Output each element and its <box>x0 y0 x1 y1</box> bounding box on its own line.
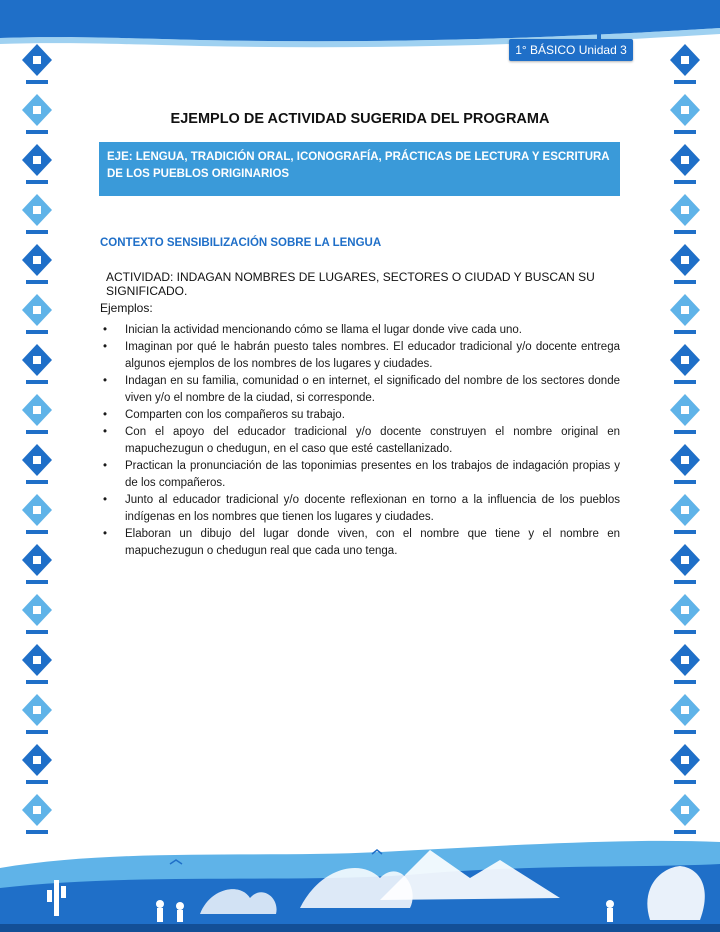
list-item <box>100 526 620 560</box>
pattern-motif <box>22 244 52 284</box>
unit-tab: 1° BÁSICO Unidad 3 <box>509 39 633 61</box>
pattern-motif <box>22 44 52 84</box>
list-item <box>100 458 620 492</box>
activity-bullet-list <box>100 322 620 560</box>
list-item-text: Indagan en su familia, comunidad o en internet, el significado del nombre de los sectores donde viven y/o el nombre de la ciudad, si corresponde. <box>125 375 620 404</box>
list-item-text: Junto al educador tradicional y/o docente reflexionan en torno a la influencia de los pueblos indígenas en los nombres que tienen los lugares y ciudades. <box>125 494 620 523</box>
right-decorative-border <box>664 40 706 840</box>
pattern-motif <box>22 594 52 634</box>
bullet-icon: • <box>103 324 108 336</box>
list-item <box>100 407 620 424</box>
list-item-text: Practican la pronunciación de las toponimias presentes en los trabajos de indagación propias y de los compañeros. <box>125 460 620 489</box>
list-item-text: Comparten con los compañeros su trabajo. <box>125 409 345 421</box>
pattern-motif <box>670 44 700 84</box>
bullet-icon: • <box>103 426 108 438</box>
pattern-motif <box>670 244 700 284</box>
list-item <box>100 322 620 339</box>
pattern-motif <box>670 344 700 384</box>
bullet-icon: • <box>103 494 108 506</box>
pattern-motif <box>670 394 700 434</box>
bullet-icon: • <box>103 375 108 387</box>
bullet-icon: • <box>103 341 108 353</box>
unit-tab-stub <box>597 22 601 39</box>
list-item-text: Elaboran un dibujo del lugar donde viven, con el nombre que tiene y el nombre en mapuchezugun o chedugun real que cada uno tenga. <box>125 528 620 557</box>
list-item-text: Inician la actividad mencionando cómo se llama el lugar donde vive cada uno. <box>125 324 522 336</box>
pattern-motif <box>22 694 52 734</box>
list-item <box>100 424 620 458</box>
pattern-motif <box>670 294 700 334</box>
pattern-motif <box>670 144 700 184</box>
list-item <box>100 492 620 526</box>
pattern-motif <box>670 444 700 484</box>
pattern-motif <box>670 694 700 734</box>
pattern-motif <box>22 194 52 234</box>
pattern-motif <box>22 344 52 384</box>
pattern-motif <box>22 494 52 534</box>
eje-text: EJE: LENGUA, TRADICIÓN ORAL, ICONOGRAFÍA, PRÁCTICAS DE LECTURA Y ESCRITURA DE LOS PUEBLOS ORIGINARIOS <box>107 151 610 180</box>
pattern-motif <box>22 744 52 784</box>
pattern-motif <box>22 444 52 484</box>
context-heading: CONTEXTO SENSIBILIZACIÓN SOBRE LA LENGUA <box>100 237 382 249</box>
pattern-motif <box>670 544 700 584</box>
list-item <box>100 339 620 373</box>
list-item <box>100 373 620 407</box>
activity-line: ACTIVIDAD: INDAGAN NOMBRES DE LUGARES, SECTORES O CIUDAD Y BUSCAN SU SIGNIFICADO. <box>106 270 595 298</box>
bullet-icon: • <box>103 460 108 472</box>
pattern-motif <box>670 494 700 534</box>
pattern-motif <box>670 194 700 234</box>
pattern-motif <box>22 394 52 434</box>
bullet-icon: • <box>103 409 108 421</box>
bullet-icon: • <box>103 528 108 540</box>
page-title: EJEMPLO DE ACTIVIDAD SUGERIDA DEL PROGRAMA <box>170 111 550 127</box>
list-item-text: Con el apoyo del educador tradicional y/o docente construyen el nombre original en mapuchezugun o chedugun, en el caso que esté castellanizado. <box>125 426 620 455</box>
pattern-motif <box>22 644 52 684</box>
list-item-text: Imaginan por qué le habrán puesto tales nombres. El educador tradicional y/o docente entrega algunos ejemplos de los nombres de los lugares y ciudades. <box>125 341 620 370</box>
pattern-motif <box>22 144 52 184</box>
pattern-motif <box>22 94 52 134</box>
pattern-motif <box>22 294 52 334</box>
footer-landscape <box>0 828 720 932</box>
pattern-motif <box>670 644 700 684</box>
eje-banner <box>99 142 620 196</box>
pattern-motif <box>22 544 52 584</box>
pattern-motif <box>670 744 700 784</box>
left-decorative-border <box>16 40 58 840</box>
pattern-motif <box>670 94 700 134</box>
examples-label: Ejemplos: <box>100 301 153 315</box>
pattern-motif <box>670 594 700 634</box>
